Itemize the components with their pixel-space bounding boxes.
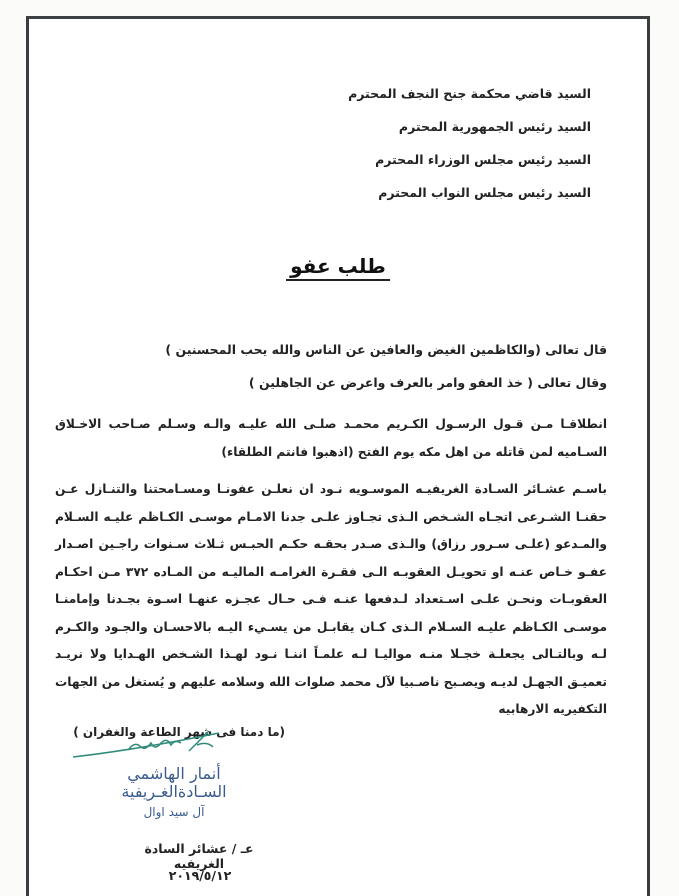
stamp-family: السـادةالغـريفية [121,782,227,801]
addressee-president: السيد رئيس الجمهورية المحترم [398,119,591,134]
quran-verse-1: قال تعالى (والكاظمين الغيض والعافين عن الناس والله يحب المحسنين ) [165,342,607,357]
closing-line: (ما دمنا فى شهر الطاعة والغفران ) [73,725,285,739]
letter-date: ٢٠١٩/٥/١٢ [168,868,232,883]
addressee-court-judge: السيد قاضي محكمة جنح النجف المحترم [348,86,591,101]
signature [69,727,259,767]
addressee-prime-minister: السيد رئيس مجلس الوزراء المحترم [375,152,591,167]
letter-page [26,16,650,896]
sender: عـ / عشائر السادة الغريفيه [144,841,254,871]
letter-title: طلب عفو [29,254,647,278]
addressee-parliament-speaker: السيد رئيس مجلس النواب المحترم [378,185,591,200]
quran-verse-2: وقال تعالى ( خذ العفو وامر بالعرف واعرض عن الجاهلين ) [248,375,607,390]
paragraph-pardon-request: باسـم عشـائر السـادة الغريفيـه الموسـويه نـود ان نعلـن عفونـا ومسـامحتنا والتنـازل عـن حقنـا الشـرعى اتجـاه الشـخص الـذى تجـاوز علـى جدنا الامـام موسـى الكـاظم عليـه السـلام والمـدعو (علـى سـرور رزاق) والـذى صـدر بحقـه حكـم الحبـس ثـلاث سـنوات راجـين اصـدار عفـو خـاص عنـه او تحويـل العقوبـه الـى فقـرة الغرامـه الماليـه من المـاده ٣٧٢ مـن احكـام العقوبـات ونحـن علـى اسـتعداد لـدفعها عنـه فـى حـال عجـزه عنهـا اسـوة بجـدنا وإمامنـا موسـى الكـاظم عليـه السـلام الـذى كـان يقابـل من يسـيء اليـه بالاحسـان والجـود والكـرم لـه وبالتـالى يجعلـة خجـلا منـه مواليـا لـه علمـاً اننـا نـود لهـذا الشـخص الهـدايا ولا نريـد تعميـق الجهـل لديـه ويصـبح ناصـبيا لآل محمد صلوات الله وسلامه عليهم و يُستغل من الجهات التكفيريه الارهابيه [55,482,608,716]
stamp-name: أنمار الهاشمي [127,764,221,783]
stamp [99,765,249,821]
addressee-list [191,77,591,209]
stamp-subline: آل سيد اوال [143,805,205,819]
paragraph-hadith: انطلاقـا مـن قـول الرسـول الكـريم محمـد صلـى الله عليـه والـه وسـلم صـاحب الاخـلاق السـاميه لمن قاتله من اهل مكه يوم الفتح (اذهبوا فانتم الطلقاء) [55,417,607,459]
